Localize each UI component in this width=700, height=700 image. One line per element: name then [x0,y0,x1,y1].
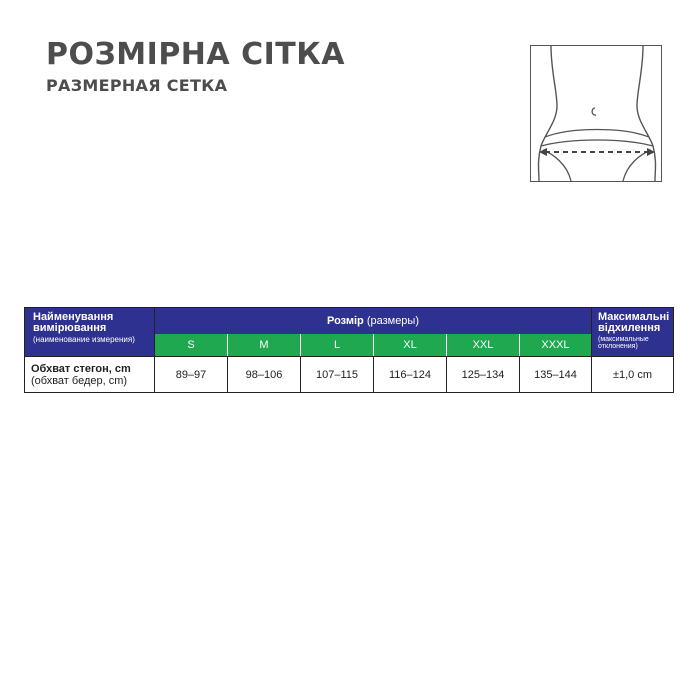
size-table [24,307,674,393]
value-l: 107–115 [301,357,374,393]
size-m: M [228,334,301,357]
deviation-header-title: Максимальні відхилення [598,311,670,334]
size-xxxl: XXXL [520,334,592,357]
page-subtitle: РАЗМЕРНАЯ СЕТКА [46,76,228,95]
deviation-header [592,308,674,357]
hip-measurement-icon [531,46,661,181]
table-row [25,357,674,393]
deviation-header-subtitle: (максимальные отклонения) [598,336,649,350]
size-s: S [155,334,228,357]
row-label [25,357,155,393]
hip-measurement-figure [530,45,662,182]
row-label-subtitle: (обхват бедер, cm) [31,374,128,387]
measurement-header-subtitle: (наименование измерения) [33,335,135,344]
value-xxxl: 135–144 [520,357,592,393]
value-m: 98–106 [228,357,301,393]
row-label-title: Обхват стегон, cm [31,362,131,375]
value-s: 89–97 [155,357,228,393]
value-xl: 116–124 [374,357,447,393]
size-xxl: XXL [447,334,520,357]
measurement-header [25,308,155,357]
size-header-subtitle: (размеры) [366,315,419,327]
value-deviation: ±1,0 cm [592,357,674,393]
page-title: РОЗМІРНА СІТКА [46,37,345,72]
size-header-title: Розмір [327,315,364,327]
value-xxl: 125–134 [447,357,520,393]
size-xl: XL [374,334,447,357]
size-l: L [301,334,374,357]
size-header [155,308,592,335]
measurement-header-title: Найменування вимірювання [33,311,114,334]
